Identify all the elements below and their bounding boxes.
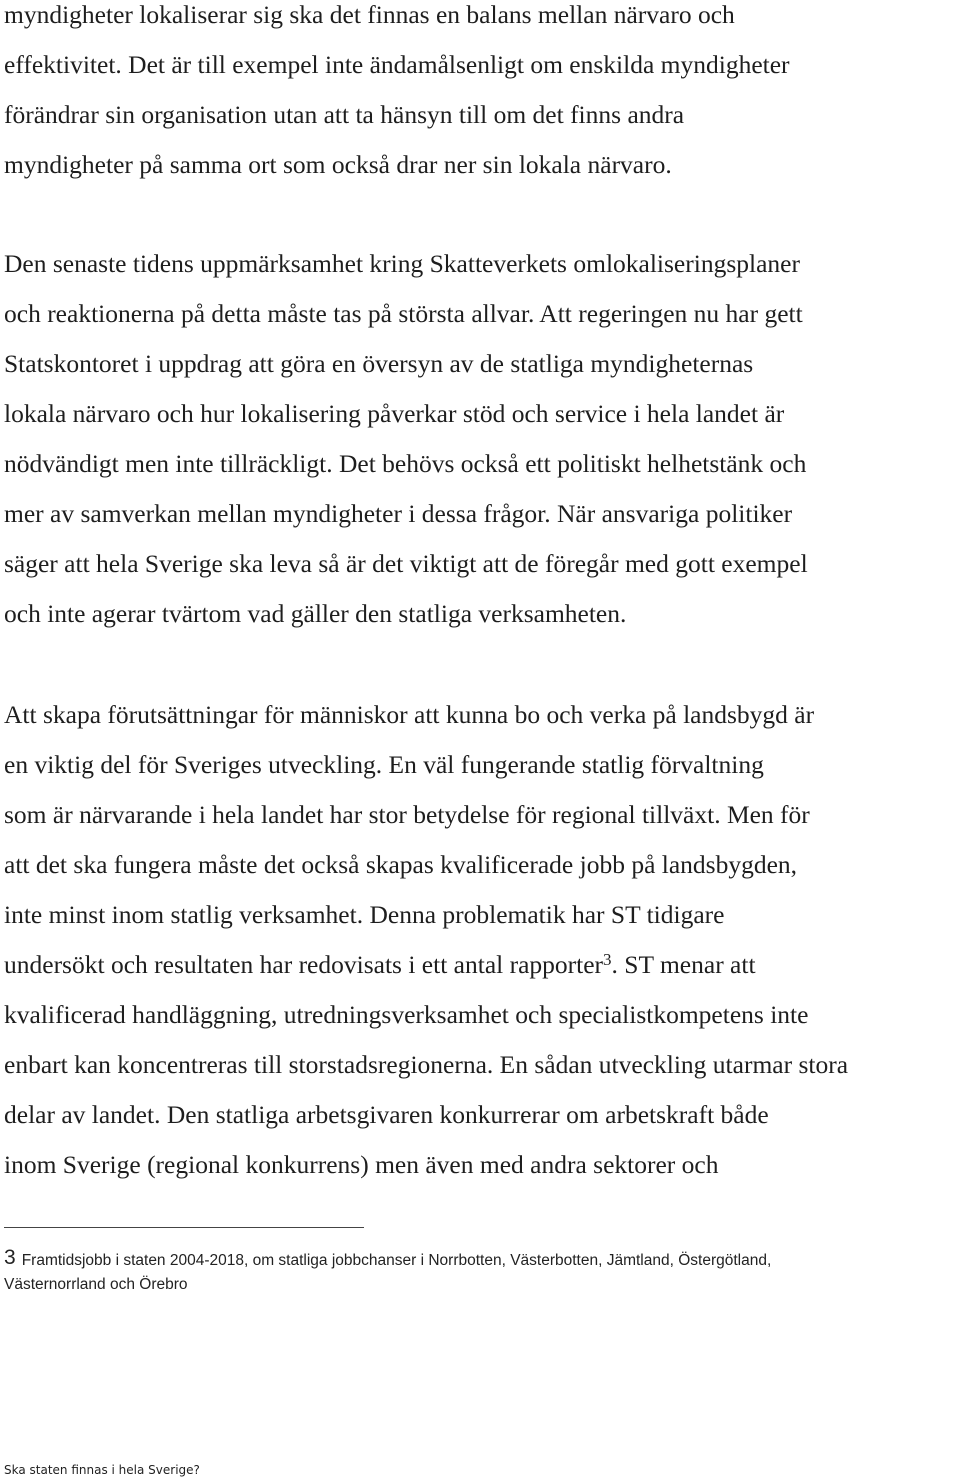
footnote-divider [4,1227,364,1228]
text-line: som är närvarande i hela landet har stor betydelse för regional tillväxt. Men för [4,800,810,829]
text-line: förändrar sin organisation utan att ta hänsyn till om det finns andra [4,100,685,129]
text-line: effektivitet. Det är till exempel inte ändamålsenligt om enskilda myndigheter [4,50,790,79]
text-line: Att skapa förutsättningar för människor att kunna bo och verka på landsbygd är [4,700,815,729]
footnote-text: Framtidsjobb i staten 2004-2018, om statliga jobbchanser i Norrbotten, Västerbotten, Jämtland, Östergötland, [21,1252,772,1269]
text-line: att det ska fungera måste det också skapas kvalificerade jobb på landsbygden, [4,850,798,879]
text-line: en viktig del för Sveriges utveckling. En väl fungerande statlig förvaltning [4,750,764,779]
footnote [4,1246,944,1297]
footnote-line [4,1246,944,1273]
text-line: Den senaste tidens uppmärksamhet kring Skatteverkets omlokaliseringsplaner [4,249,800,278]
text-line: enbart kan koncentreras till storstadsregionerna. En sådan utveckling utarmar stora [4,1050,849,1079]
text-line: delar av landet. Den statliga arbetsgivaren konkurrerar om arbetskraft både [4,1100,769,1129]
footnote-reference: 3 [603,950,612,969]
text-line: kvalificerad handläggning, utredningsverksamhet och specialistkompetens inte [4,1000,809,1029]
text-line: nödvändigt men inte tillräckligt. Det behövs också ett politiskt helhetstänk och [4,449,807,478]
text-line: inom Sverige (regional konkurrens) men även med andra sektorer och [4,1150,719,1179]
text-line: och reaktionerna på detta måste tas på största allvar. Att regeringen nu har gett [4,299,803,328]
body-paragraph-1 [4,0,956,190]
text-line: myndigheter lokaliserar sig ska det finnas en balans mellan närvaro och [4,0,735,29]
text-line: lokala närvaro och hur lokalisering påverkar stöd och service i hela landet är [4,399,785,428]
text-line: inte minst inom statlig verksamhet. Denna problematik har ST tidigare [4,900,725,929]
text-segment: . ST menar att [611,950,756,979]
text-line: myndigheter på samma ort som också drar ner sin lokala närvaro. [4,150,672,179]
text-segment: undersökt och resultaten har redovisats i ett antal rapporter [4,950,604,979]
text-line-with-reference [4,940,956,990]
text-line: säger att hela Sverige ska leva så är det viktigt att de föregår med gott exempel [4,549,808,578]
text-line: Statskontoret i uppdrag att göra en översyn av de statliga myndigheternas [4,349,754,378]
body-paragraph-3 [4,690,956,1190]
text-line: mer av samverkan mellan myndigheter i dessa frågor. När ansvariga politiker [4,499,793,528]
page-footer: Ska staten finnas i hela Sverige? [4,1463,200,1477]
footnote-line: Västernorrland och Örebro [4,1276,188,1293]
text-line: och inte agerar tvärtom vad gäller den statliga verksamheten. [4,599,627,628]
body-paragraph-2 [4,239,956,639]
footnote-number: 3 [4,1246,16,1269]
